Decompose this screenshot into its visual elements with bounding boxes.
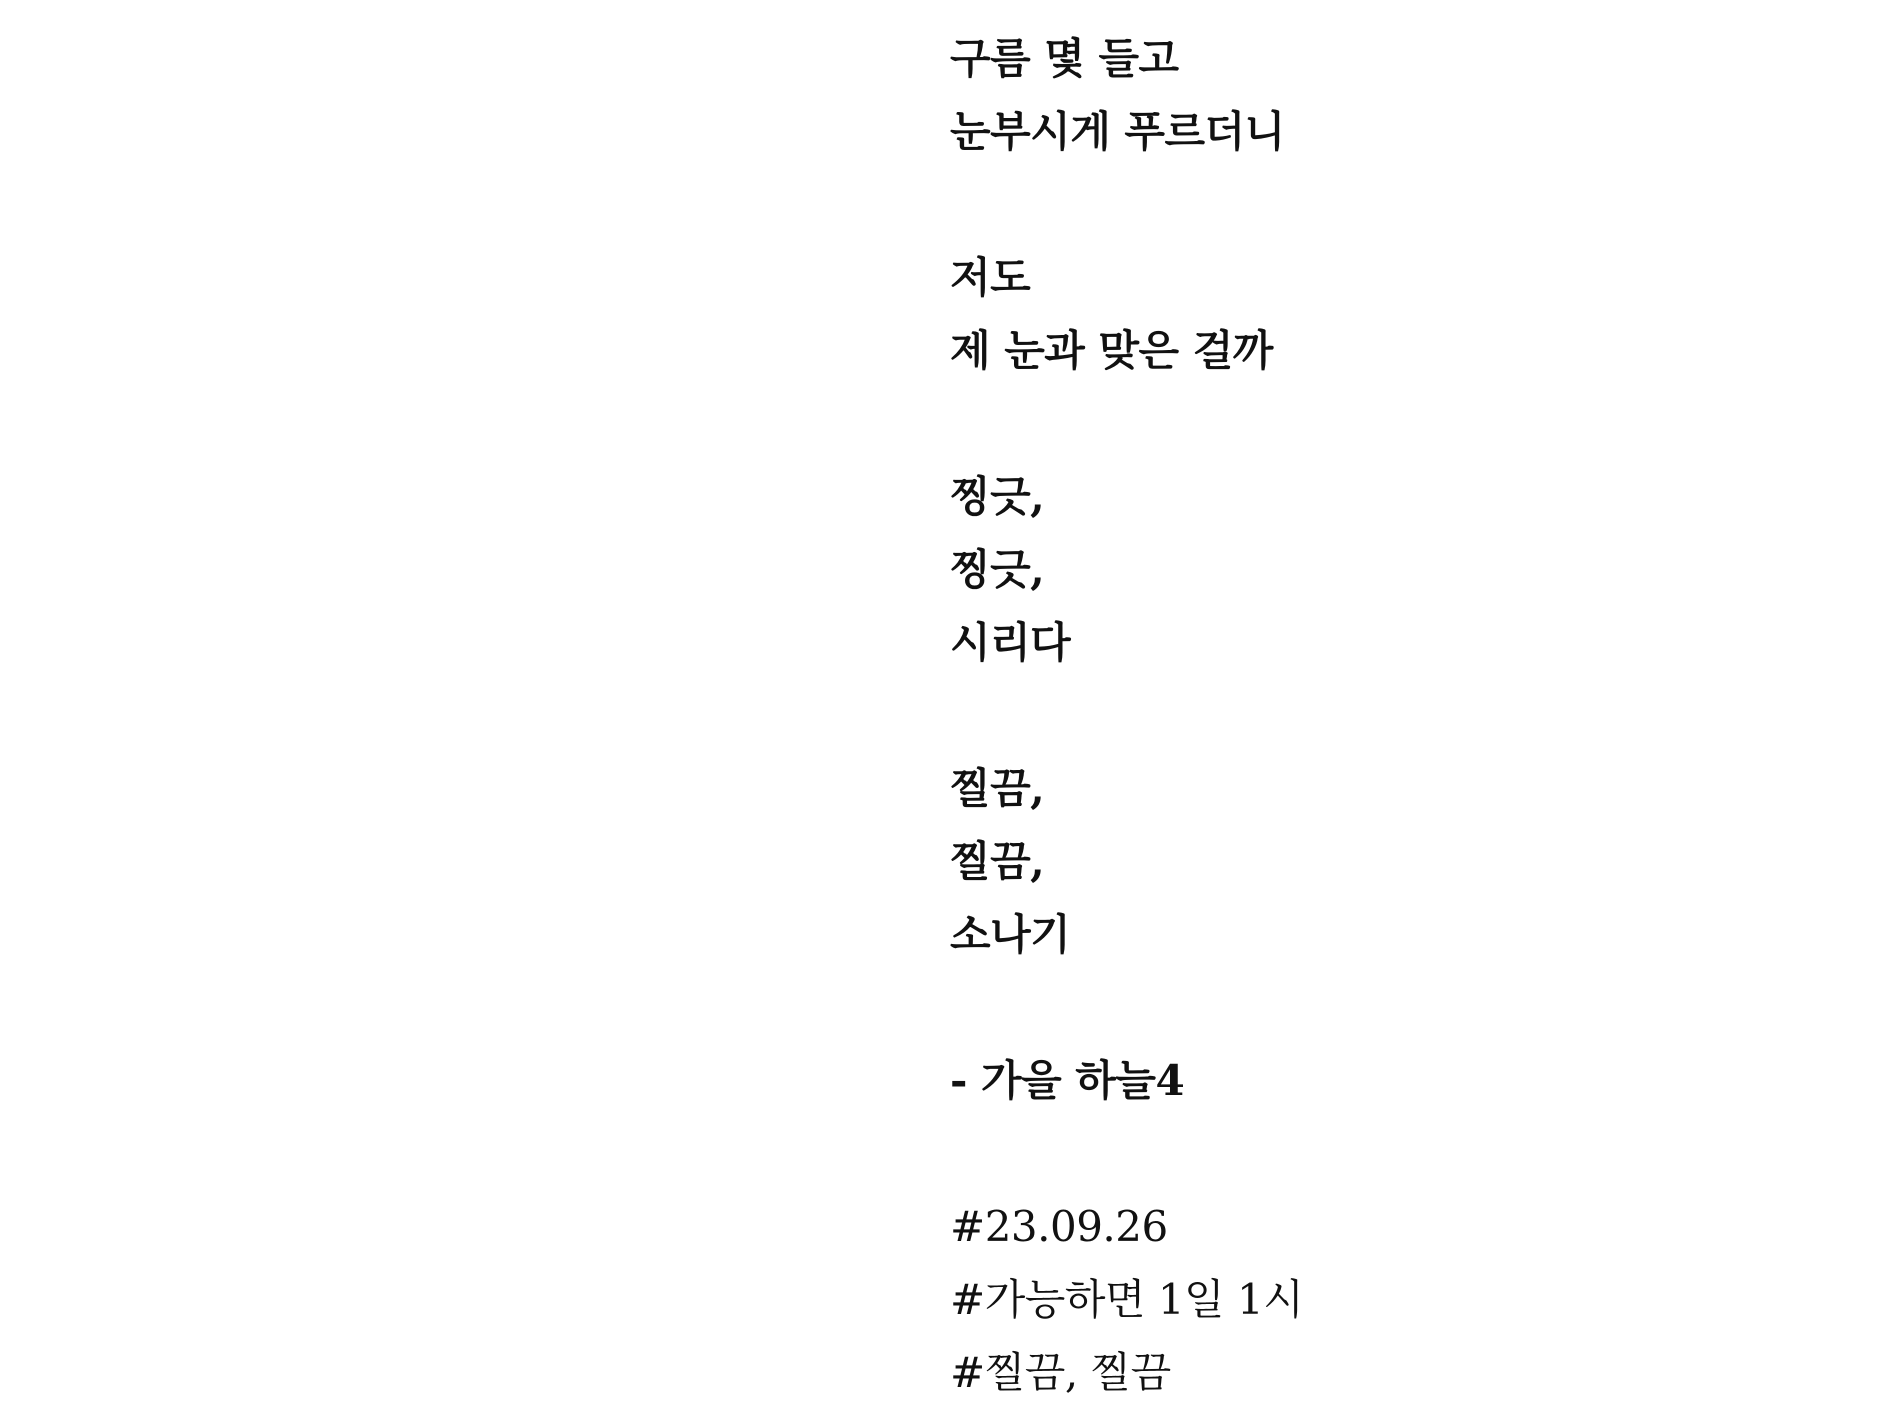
poem-signature: - 가을 하늘4 xyxy=(950,1056,1185,1105)
stanza-break xyxy=(950,1117,1850,1190)
poem-line: 저도 xyxy=(950,253,1031,302)
poem-line: 눈부시게 푸르더니 xyxy=(950,107,1285,156)
poem-line: 시리다 xyxy=(950,618,1071,667)
stanza-break xyxy=(950,387,1850,460)
poem-line: 찡긋, xyxy=(950,545,1045,594)
poem-line: 찔끔, xyxy=(950,837,1045,886)
poem-line: 제 눈과 맞은 걸까 xyxy=(950,326,1273,375)
poem-line: 찡긋, xyxy=(950,472,1045,521)
poem-line: 소나기 xyxy=(950,910,1071,959)
stanza-break xyxy=(950,971,1850,1044)
hashtag-date: #23.09.26 xyxy=(950,1202,1168,1251)
hashtag: #찔끔, 찔끔 xyxy=(950,1348,1171,1397)
poem-text xyxy=(950,22,1850,1409)
stanza-break xyxy=(950,679,1850,752)
stanza-break xyxy=(950,168,1850,241)
poem-line: 찔끔, xyxy=(950,764,1045,813)
poem-line: 구름 몇 들고 xyxy=(950,34,1179,83)
hashtag: #가능하면 1일 1시 xyxy=(950,1275,1304,1324)
